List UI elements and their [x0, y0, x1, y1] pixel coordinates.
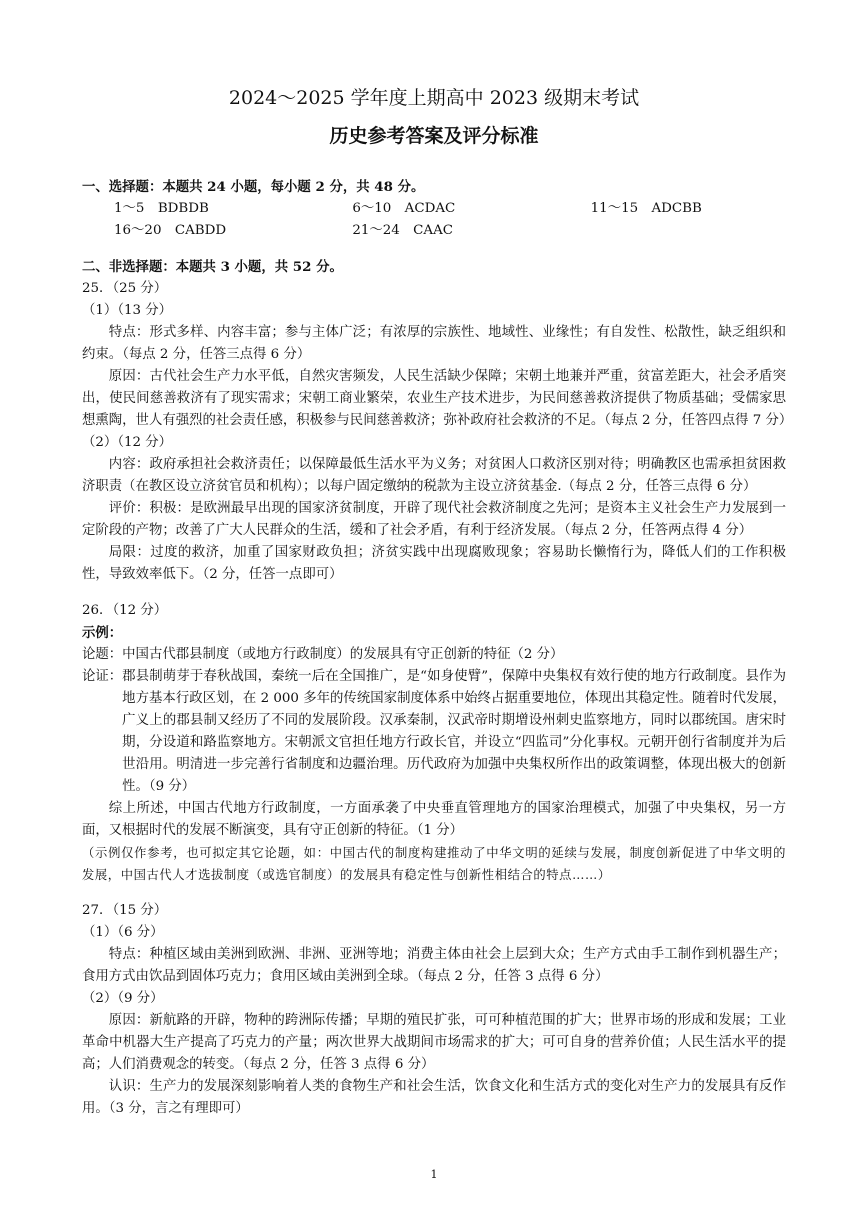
q25-evaluation: 评价：积极：是欧洲最早出现的国家济贫制度，开辟了现代社会救济制度之先河；是资本主义社会生产力发展到一定阶段的产物；改善了广大人民群众的生活，缓和了社会矛盾，有利于经济发展。（每点 2 分，任答两点得 4 分） [82, 501, 786, 538]
q25-number: 25．（25 分） [82, 281, 168, 296]
q27-understanding: 认识：生产力的发展深刻影响着人类的食物生产和社会生活，饮食文化和生活方式的变化对生产力的发展具有反作用。（3 分，言之有理即可） [82, 1079, 786, 1116]
q27-number: 27．（15 分） [82, 903, 168, 918]
answer-row [82, 198, 786, 220]
answer-row [82, 220, 786, 242]
document-title: 2024～2025 学年度上期高中 2023 级期末考试 [228, 87, 640, 109]
page-number: 1 [430, 1168, 438, 1181]
argument-label: 论证： [82, 669, 123, 684]
q26-thesis [82, 644, 786, 666]
thesis-label: 论题： [82, 647, 123, 662]
q27-sub1: （1）（6 分） [82, 925, 164, 940]
q26-note: （示例仅作参考，也可拟定其它论题，如：中国古代的制度构建推动了中华文明的延续与发展，制度创新促进了中华文明的发展，中国古代人才选拔制度（或选官制度）的发展具有稳定性与创新性相结合的特点……） [82, 846, 786, 882]
answer-group: 1～5 BDBDB [114, 201, 209, 216]
part1-heading: 一、选择题：本题共 24 小题，每小题 2 分，共 48 分。 [82, 179, 425, 195]
q25-limits: 局限：过度的救济，加重了国家财政负担；济贫实践中出现腐败现象；容易助长懒惰行为，降低人们的工作积极性，导致效率低下。（2 分，任答一点即可） [82, 545, 786, 582]
answer-group: 11～15 ADCBB [590, 201, 702, 216]
q25-content: 内容：政府承担社会救济责任；以保障最低生活水平为义务；对贫困人口救济区别对待；明确教区也需承担贫困救济职责（在教区设立济贫官员和机构）；以每户固定缴纳的税款为主设立济贫基金.（每点 2 分，任答三点得 6 分） [82, 457, 786, 494]
q26-argument [82, 666, 786, 798]
q26-number: 26．（12 分） [82, 603, 168, 618]
q27-features: 特点：种植区域由美洲到欧洲、非洲、亚洲等地；消费主体由社会上层到大众；生产方式由手工制作到机器生产；食用方式由饮品到固体巧克力；食用区域由美洲到全球。（每点 2 分，任答 3 点得 6 分） [82, 947, 786, 984]
document-subtitle: 历史参考答案及评分标准 [329, 125, 539, 147]
argument-text: 郡县制萌芽于春秋战国，秦统一后在全国推广，是“如身使臂”，保障中央集权有效行使的地方行政制度。县作为地方基本行政区划，在 2 000 多年的传统国家制度体系中始终占据重要地位，体现出其稳定性。随着时代发展，广义上的郡县制又经历了不同的发展阶段。汉承秦制，汉武帝时期增设州刺史监察地方，同时以郡统国。唐宋时期，分设道和路监察地方。宋朝派文官担任地方行政长官，并设立“四监司”分化事权。元朝开创行省制度并为后世沿用。明清进一步完善行省制度和边疆治理。历代政府为加强中央集权所作出的政策调整，体现出极大的创新性。（9 分） [122, 669, 786, 794]
answer-group: 16～20 CABDD [114, 223, 227, 238]
q27-sub2: （2）（9 分） [82, 991, 164, 1006]
q26-example-label: 示例： [82, 625, 123, 641]
q27-reasons: 原因：新航路的开辟，物种的跨洲际传播；早期的殖民扩张，可可种植范围的扩大；世界市场的形成和发展；工业革命中机器大生产提高了巧克力的产量；两次世界大战期间市场需求的扩大；可可自身的营养价值；人民生活水平的提高；人们消费观念的转变。（每点 2 分，任答 3 点得 6 分） [82, 1013, 786, 1072]
answer-group [591, 220, 786, 242]
answer-group: 21～24 CAAC [352, 223, 454, 238]
q25-sub2: （2）（12 分） [82, 435, 173, 450]
answer-group: 6～10 ACDAC [352, 201, 456, 216]
part2-heading: 二、非选择题：本题共 3 小题，共 52 分。 [82, 259, 343, 275]
q25-reasons: 原因：古代社会生产力水平低，自然灾害频发，人民生活缺少保障；宋朝土地兼并严重，贫富差距大，社会矛盾突出，使民间慈善救济有了现实需求；宋朝工商业繁荣，农业生产技术进步，为民间慈善救济提供了物质基础；受儒家思想熏陶，世人有强烈的社会责任感，积极参与民间慈善救济；弥补政府社会救济的不足。（每点 2 分，任答四点得 7 分） [82, 369, 793, 428]
q25-sub1: （1）（13 分） [82, 303, 173, 318]
q26-conclusion: 综上所述，中国古代地方行政制度，一方面承袭了中央垂直管理地方的国家治理模式，加强了中央集权，另一方面，又根据时代的发展不断演变，具有守正创新的特征。（1 分） [82, 801, 786, 838]
thesis-text: 中国古代郡县制度（或地方行政制度）的发展具有守正创新的特征（2 分） [122, 647, 564, 662]
q25-features: 特点：形式多样、内容丰富；参与主体广泛；有浓厚的宗族性、地域性、业缘性；有自发性、松散性，缺乏组织和约束。（每点 2 分，任答三点得 6 分） [82, 325, 786, 362]
